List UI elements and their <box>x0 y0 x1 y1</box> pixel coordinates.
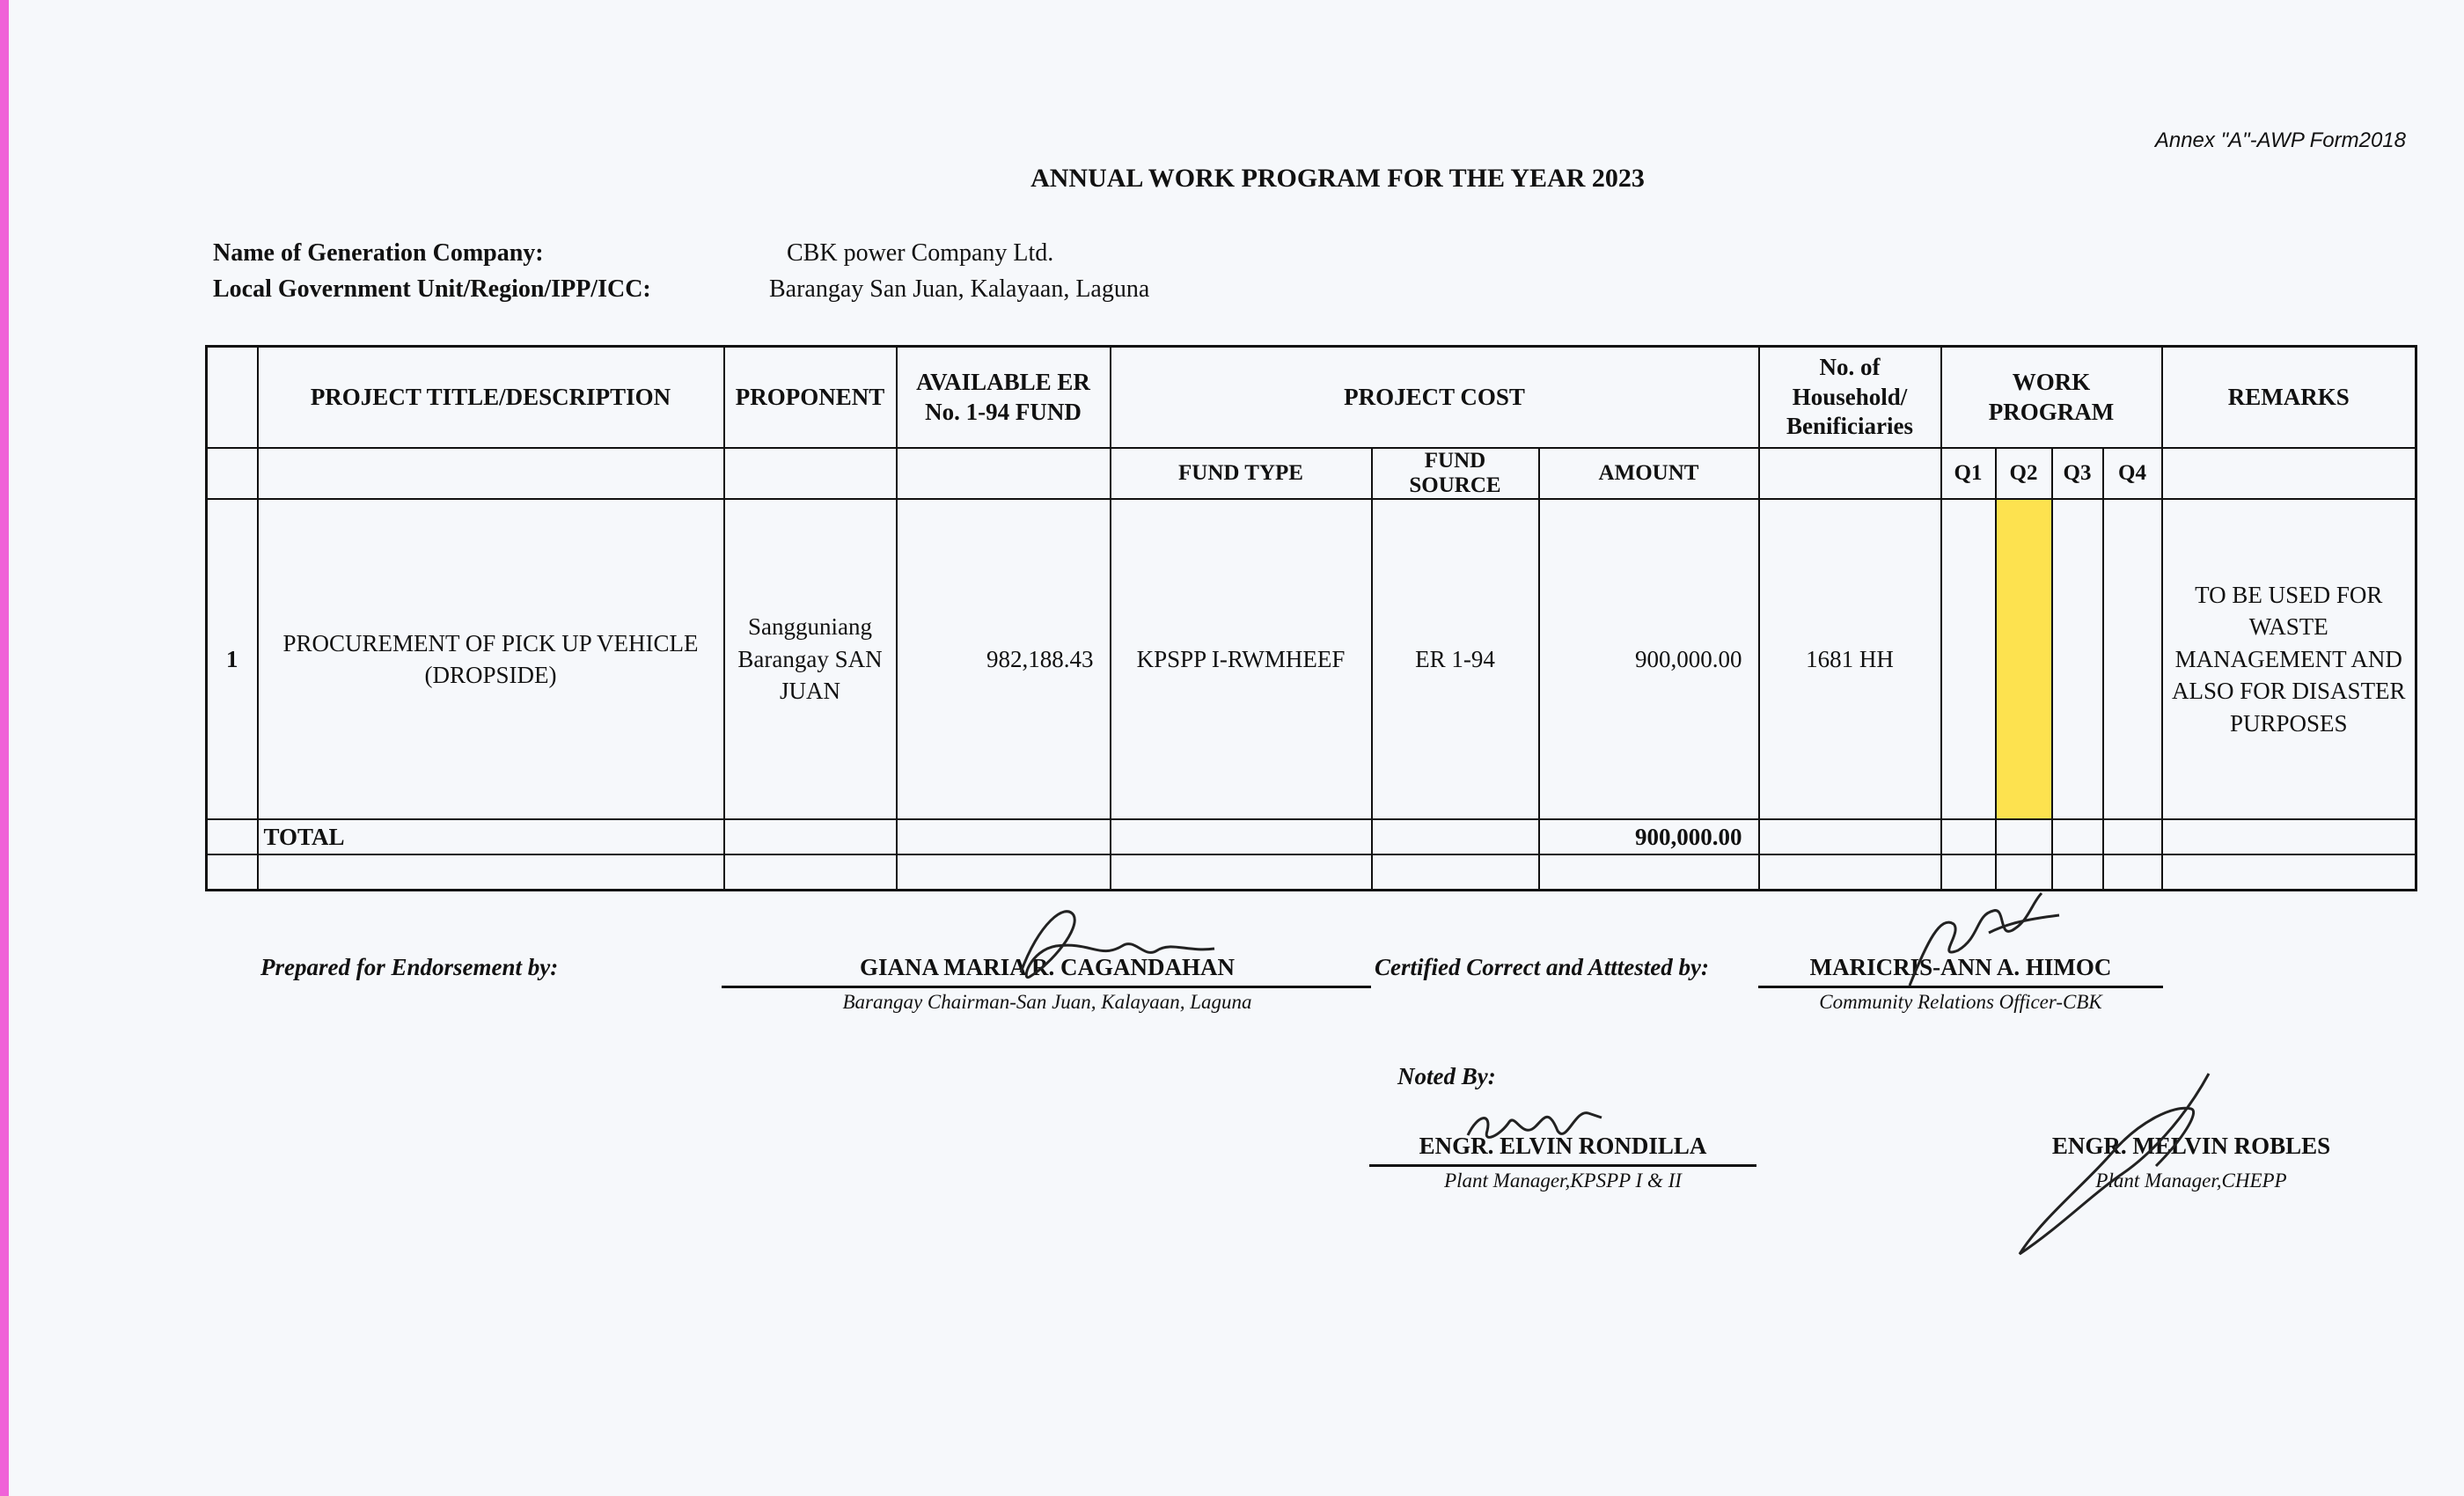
company-info-row <box>213 239 1053 268</box>
row-remarks: TO BE USED FOR WASTE MANAGEMENT AND ALSO FOR DISASTER PURPOSES <box>2162 499 2416 819</box>
header-fund: AVAILABLE ER No. 1-94 FUND <box>897 347 1111 449</box>
row-q4 <box>2103 499 2162 819</box>
row-q1 <box>1941 499 1996 819</box>
total-blank <box>1372 819 1539 854</box>
header-title: PROJECT TITLE/DESCRIPTION <box>258 347 724 449</box>
prepared-title: Barangay Chairman-San Juan, Kalayaan, Laguna <box>842 991 1252 1013</box>
total-blank <box>897 819 1111 854</box>
subheader-blank <box>724 448 897 499</box>
prepared-name: GIANA MARIA R. CAGANDAHAN <box>859 954 1235 980</box>
noted-label: Noted By: <box>1397 1063 1496 1089</box>
company-value: CBK power Company Ltd. <box>787 239 1054 267</box>
blank-cell <box>1996 854 2052 891</box>
subheader-blank <box>897 448 1111 499</box>
blank-cell <box>2162 854 2416 891</box>
header-no <box>207 347 258 449</box>
signature-scrawl-certified <box>1892 889 2068 994</box>
lgu-label: Local Government Unit/Region/IPP/ICC: <box>213 275 651 303</box>
certified-title: Community Relations Officer-CBK <box>1819 991 2102 1013</box>
noted1-title: Plant Manager,KPSPP I & II <box>1444 1170 1682 1192</box>
row-q3 <box>2052 499 2103 819</box>
noted1-signature-line <box>1369 1164 1756 1167</box>
page-edge-strip <box>0 0 9 1496</box>
header-row <box>207 347 2416 449</box>
total-label: TOTAL <box>258 819 724 854</box>
total-blank <box>1759 819 1941 854</box>
row-number: 1 <box>207 499 258 819</box>
total-row <box>207 819 2416 854</box>
subheader-q1: Q1 <box>1941 448 1996 499</box>
total-blank <box>1941 819 1996 854</box>
total-blank <box>1996 819 2052 854</box>
certified-name: MARICRIS-ANN A. HIMOC <box>1809 954 2112 980</box>
noted2-title: Plant Manager,CHEPP <box>2095 1170 2287 1192</box>
subheader-amount: AMOUNT <box>1539 448 1759 499</box>
blank-cell <box>1111 854 1372 891</box>
blank-cell <box>2103 854 2162 891</box>
row-title: PROCUREMENT OF PICK UP VEHICLE (DROPSIDE) <box>258 499 724 819</box>
subheader-q2: Q2 <box>1996 448 2052 499</box>
row-fund-type: KPSPP I-RWMHEEF <box>1111 499 1372 819</box>
document-title: ANNUAL WORK PROGRAM FOR THE YEAR 2023 <box>1030 164 1645 193</box>
header-remarks: REMARKS <box>2162 347 2416 449</box>
subheader-q4: Q4 <box>2103 448 2162 499</box>
lgu-value: Barangay San Juan, Kalayaan, Laguna <box>769 275 1150 303</box>
row-household: 1681 HH <box>1759 499 1941 819</box>
blank-cell <box>1372 854 1539 891</box>
annex-label: Annex "A"-AWP Form2018 <box>2154 128 2406 152</box>
row-q2-highlight <box>1996 499 2052 819</box>
signature-scrawl-noted2 <box>2006 1069 2226 1263</box>
blank-cell <box>1539 854 1759 891</box>
table-row <box>207 499 2416 819</box>
total-blank <box>2052 819 2103 854</box>
blank-cell <box>207 854 258 891</box>
row-proponent: Sangguniang Barangay SAN JUAN <box>724 499 897 819</box>
blank-row <box>207 854 2416 891</box>
signature-scrawl-prepared <box>968 898 1232 994</box>
blank-cell <box>724 854 897 891</box>
blank-cell <box>2052 854 2103 891</box>
subheader-fund-source: FUND SOURCE <box>1372 448 1539 499</box>
noted1-name: ENGR. ELVIN RONDILLA <box>1419 1133 1707 1159</box>
blank-cell <box>897 854 1111 891</box>
signature-scrawl-noted1 <box>1461 1100 1610 1153</box>
work-program-table <box>205 345 2417 891</box>
total-blank <box>2103 819 2162 854</box>
row-amount: 900,000.00 <box>1539 499 1759 819</box>
subheader-row <box>207 448 2416 499</box>
subheader-q3: Q3 <box>2052 448 2103 499</box>
header-proponent: PROPONENT <box>724 347 897 449</box>
certified-label: Certified Correct and Atttested by: <box>1375 954 1709 980</box>
blank-cell <box>1759 854 1941 891</box>
total-blank <box>1111 819 1372 854</box>
subheader-blank <box>207 448 258 499</box>
noted2-name: ENGR. MELVIN ROBLES <box>2051 1133 2331 1159</box>
lgu-info-row <box>213 275 1149 304</box>
total-blank <box>724 819 897 854</box>
blank-cell <box>258 854 724 891</box>
total-blank <box>2162 819 2416 854</box>
prepared-label: Prepared for Endorsement by: <box>260 954 559 980</box>
subheader-blank <box>1759 448 1941 499</box>
header-work-program: WORK PROGRAM <box>1941 347 2162 449</box>
header-project-cost: PROJECT COST <box>1111 347 1759 449</box>
row-fund-source: ER 1-94 <box>1372 499 1539 819</box>
row-available-fund: 982,188.43 <box>897 499 1111 819</box>
total-amount: 900,000.00 <box>1539 819 1759 854</box>
header-household: No. of Household/ Benificiaries <box>1759 347 1941 449</box>
subheader-fund-type: FUND TYPE <box>1111 448 1372 499</box>
total-blank <box>207 819 258 854</box>
blank-cell <box>1941 854 1996 891</box>
subheader-blank <box>2162 448 2416 499</box>
company-label: Name of Generation Company: <box>213 239 544 267</box>
subheader-blank <box>258 448 724 499</box>
